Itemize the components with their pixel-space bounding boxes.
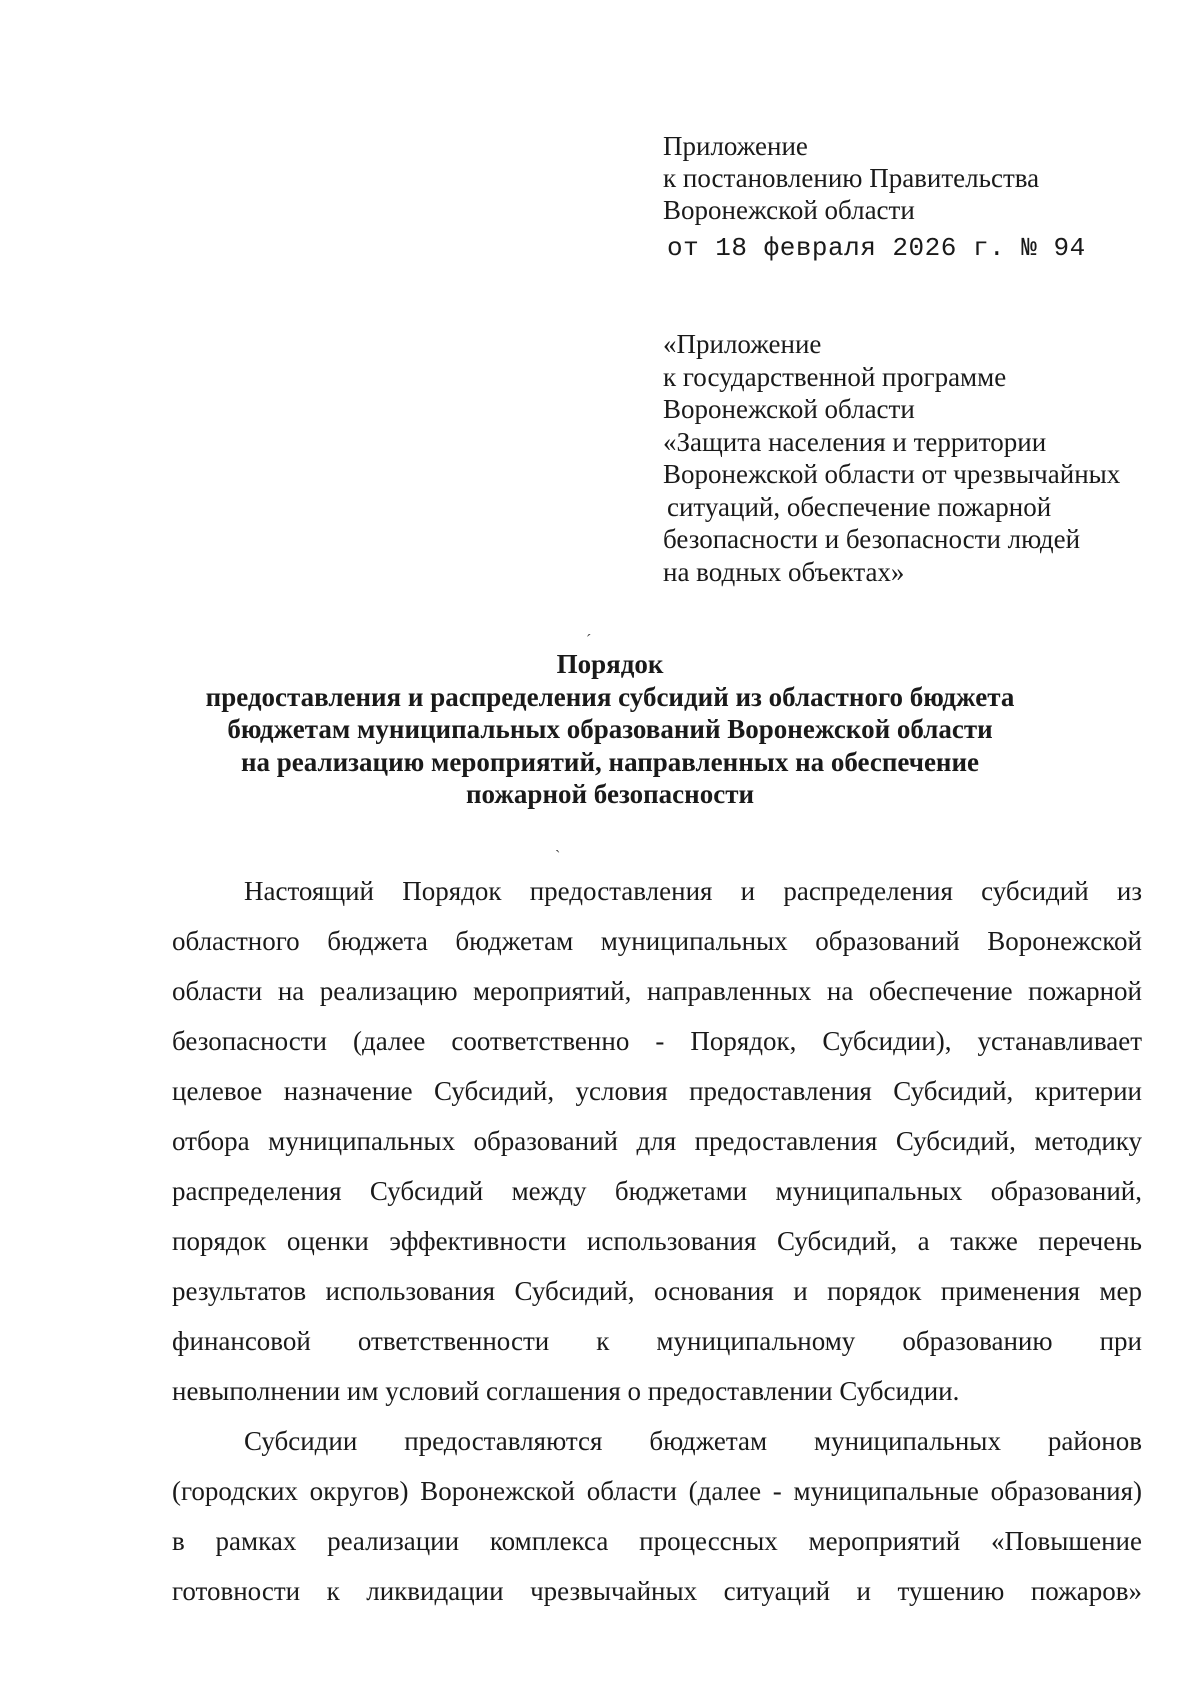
text-line: области на реализацию мероприятий, направленных на обеспечение пожарной	[172, 976, 1142, 1006]
title-line: на реализацию мероприятий, направленных на обеспечение	[240, 746, 980, 777]
program-line: «Защита населения и территории	[663, 426, 1047, 457]
title-line: пожарной безопасности	[465, 779, 755, 809]
program-line: ситуаций, обеспечение пожарной	[667, 491, 1052, 522]
program-line: «Приложение	[663, 329, 822, 359]
appendix-date-number: от 18 февраля 2026 г. № 94	[667, 233, 1086, 263]
text-line: в рамках реализации комплекса процессных мероприятий «Повышение	[172, 1526, 1142, 1556]
text-line: готовности к ликвидации чрезвычайных ситуаций и тушению пожаров»	[172, 1576, 1142, 1606]
text-line: целевое назначение Субсидий, условия предоставления Субсидий, критерии	[172, 1076, 1142, 1106]
text-line: отбора муниципальных образований для предоставления Субсидий, методику	[172, 1126, 1142, 1156]
text-line: финансовой ответственности к муниципальному образованию при	[172, 1326, 1142, 1356]
appendix-region: Воронежской области	[663, 195, 915, 225]
text-line: невыполнении им условий соглашения о предоставлении Субсидии.	[172, 1376, 960, 1406]
text-line: безопасности (далее соответственно - Порядок, Субсидии), устанавливает	[172, 1026, 1142, 1056]
appendix-resolution-ref: к постановлению Правительства	[663, 163, 1040, 193]
title-line: предоставления и распределения субсидий из областного бюджета	[205, 681, 1015, 712]
program-line: на водных объектах»	[663, 556, 905, 587]
appendix-label: Приложение	[663, 131, 808, 161]
text-line: Настоящий Порядок предоставления и распределения субсидий из	[244, 876, 1142, 906]
program-line: Воронежской области от чрезвычайных	[663, 459, 1121, 489]
scan-mark: ˋ	[555, 848, 561, 865]
title-line: бюджетам муниципальных образований Воронежской области	[227, 714, 993, 744]
program-appendix-header	[663, 328, 1183, 588]
paragraph-2	[172, 1416, 1142, 1616]
program-line: к государственной программе	[663, 361, 1007, 392]
scan-mark: ˊ	[586, 632, 592, 649]
document-title	[170, 648, 1050, 811]
paragraph-1	[172, 866, 1142, 1416]
text-line: распределения Субсидий между бюджетами муниципальных образований,	[172, 1176, 1142, 1206]
text-line: Субсидии предоставляются бюджетам муниципальных районов	[244, 1426, 1142, 1456]
text-line: порядок оценки эффективности использования Субсидий, а также перечень	[172, 1226, 1142, 1256]
document-body	[172, 866, 1142, 1616]
text-line: (городских округов) Воронежской области (далее - муниципальные образования)	[172, 1476, 1142, 1506]
text-line: областного бюджета бюджетам муниципальных образований Воронежской	[172, 926, 1142, 956]
title-line: Порядок	[556, 649, 664, 679]
text-line: результатов использования Субсидий, основания и порядок применения мер	[172, 1276, 1142, 1306]
appendix-header	[663, 130, 1163, 264]
program-line: безопасности и безопасности людей	[663, 524, 1081, 554]
program-line: Воронежской области	[663, 394, 915, 424]
